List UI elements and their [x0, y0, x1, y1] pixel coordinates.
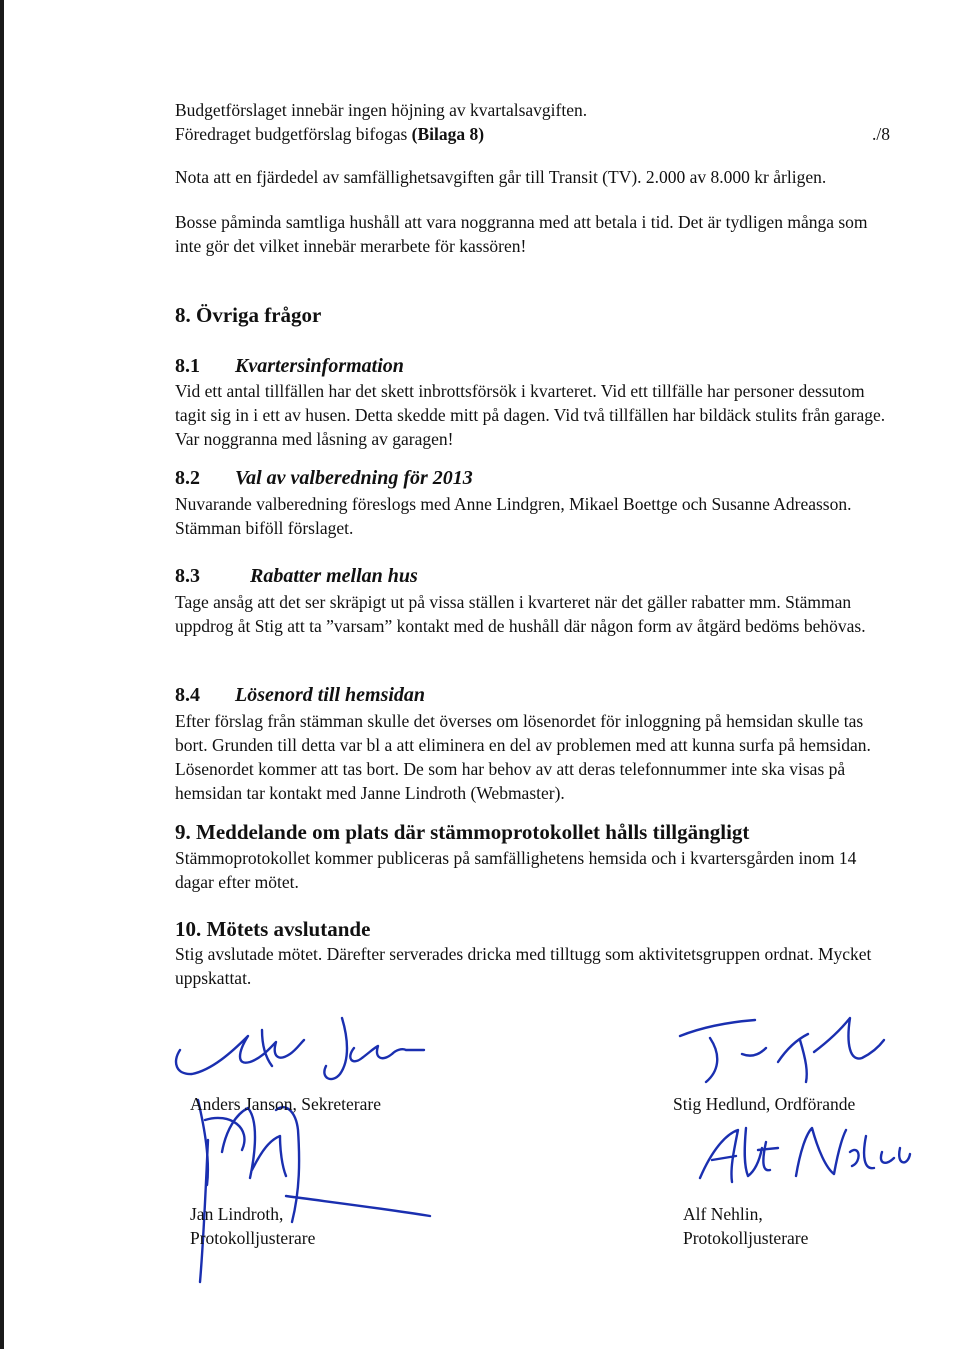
- item-number: 8.2: [175, 467, 200, 489]
- signature-jan-lindroth: [200, 1107, 430, 1282]
- attachment-ref: ./8: [872, 124, 890, 144]
- signature-adjuster-1-name: Jan Lindroth,: [190, 1204, 284, 1224]
- signature-chair-caption: Stig Hedlund, Ordförande: [673, 1094, 856, 1114]
- attachment-text: Föredraget budgetförslag bifogas (Bilaga 8): [175, 124, 485, 144]
- intro-payment-paragraph: Bosse påminda samtliga hushåll att vara noggranna med att betala i tid. Det är tydligen många som inte gör det vilket innebär merarbete för kassören!: [175, 212, 868, 256]
- item-8-1-text: Vid ett antal tillfällen har det skett inbrottsförsök i kvarteret. Vid ett tillfälle har personer dessutom tagit sig in i ett av husen. Detta skedde mitt på dagen. Vid två tillfällen har bildäck stulits från garage. Var noggranna med låsning av garagen!: [175, 381, 886, 449]
- item-8-2-text: Nuvarande valberedning föreslogs med Anne Lindgren, Mikael Boettge och Susanne Adreasson. Stämman biföll förslaget.: [175, 494, 852, 538]
- item-number: 8.3: [175, 565, 200, 587]
- signature-alf-nehlin: [700, 1128, 910, 1182]
- section-9-text: Stämmoprotokollet kommer publiceras på samfällighetens hemsida och i kvartersgården inom 14 dagar efter mötet.: [175, 848, 857, 892]
- item-title: Val av valberedning för 2013: [235, 467, 473, 489]
- item-title: Rabatter mellan hus: [250, 565, 418, 587]
- signature-adjuster-2-role: Protokolljusterare: [683, 1228, 809, 1248]
- attachment-label: (Bilaga 8): [411, 124, 485, 144]
- section-9-heading: 9. Meddelande om plats där stämmoprotokollet hålls tillgängligt: [175, 820, 750, 844]
- intro-budget-line: Budgetförslaget innebär ingen höjning av kvartalsavgiften.: [175, 100, 588, 120]
- section-10-heading: 10. Mötets avslutande: [175, 917, 371, 941]
- signature-stig-hedlund: [680, 1018, 884, 1082]
- item-8-4-text: Efter förslag från stämman skulle det överses om lösenordet för inloggning på hemsidan skulle tas bort. Grunden till detta var bl a att eliminera en del av problemen med att kunna surfa på hemsidan. Lösenordet kommer att tas bort. De som har behov av att deras telefonnummer inte ska visas på hemsidan tar kontakt med Janne Lindroth (Webmaster).: [175, 711, 871, 803]
- item-title: Kvartersinformation: [235, 355, 404, 377]
- signature-adjuster-1-role: Protokolljusterare: [190, 1228, 316, 1248]
- item-number: 8.1: [175, 355, 200, 377]
- signature-secretary-caption: Anders Janson, Sekreterare: [190, 1094, 381, 1114]
- item-8-3-text: Tage ansåg att det ser skräpigt ut på vissa ställen i kvarteret när det gäller rabatter mm. Stämman uppdrog åt Stig att ta ”varsam” kontakt med de hushåll där någon form av åtgärd bedöms behövas.: [175, 592, 866, 636]
- intro-transit-line: Nota att en fjärdedel av samfällighetsavgiften går till Transit (TV). 2.000 av 8.000 kr årligen.: [175, 167, 827, 187]
- section-8-heading: 8. Övriga frågor: [175, 303, 322, 327]
- item-title: Lösenord till hemsidan: [235, 684, 426, 706]
- section-10-text: Stig avslutade mötet. Därefter serverades dricka med tilltugg som aktivitetsgruppen ordnat. Mycket uppskattat.: [175, 944, 872, 988]
- item-number: 8.4: [175, 684, 200, 706]
- signature-adjuster-2-name: Alf Nehlin,: [683, 1204, 763, 1224]
